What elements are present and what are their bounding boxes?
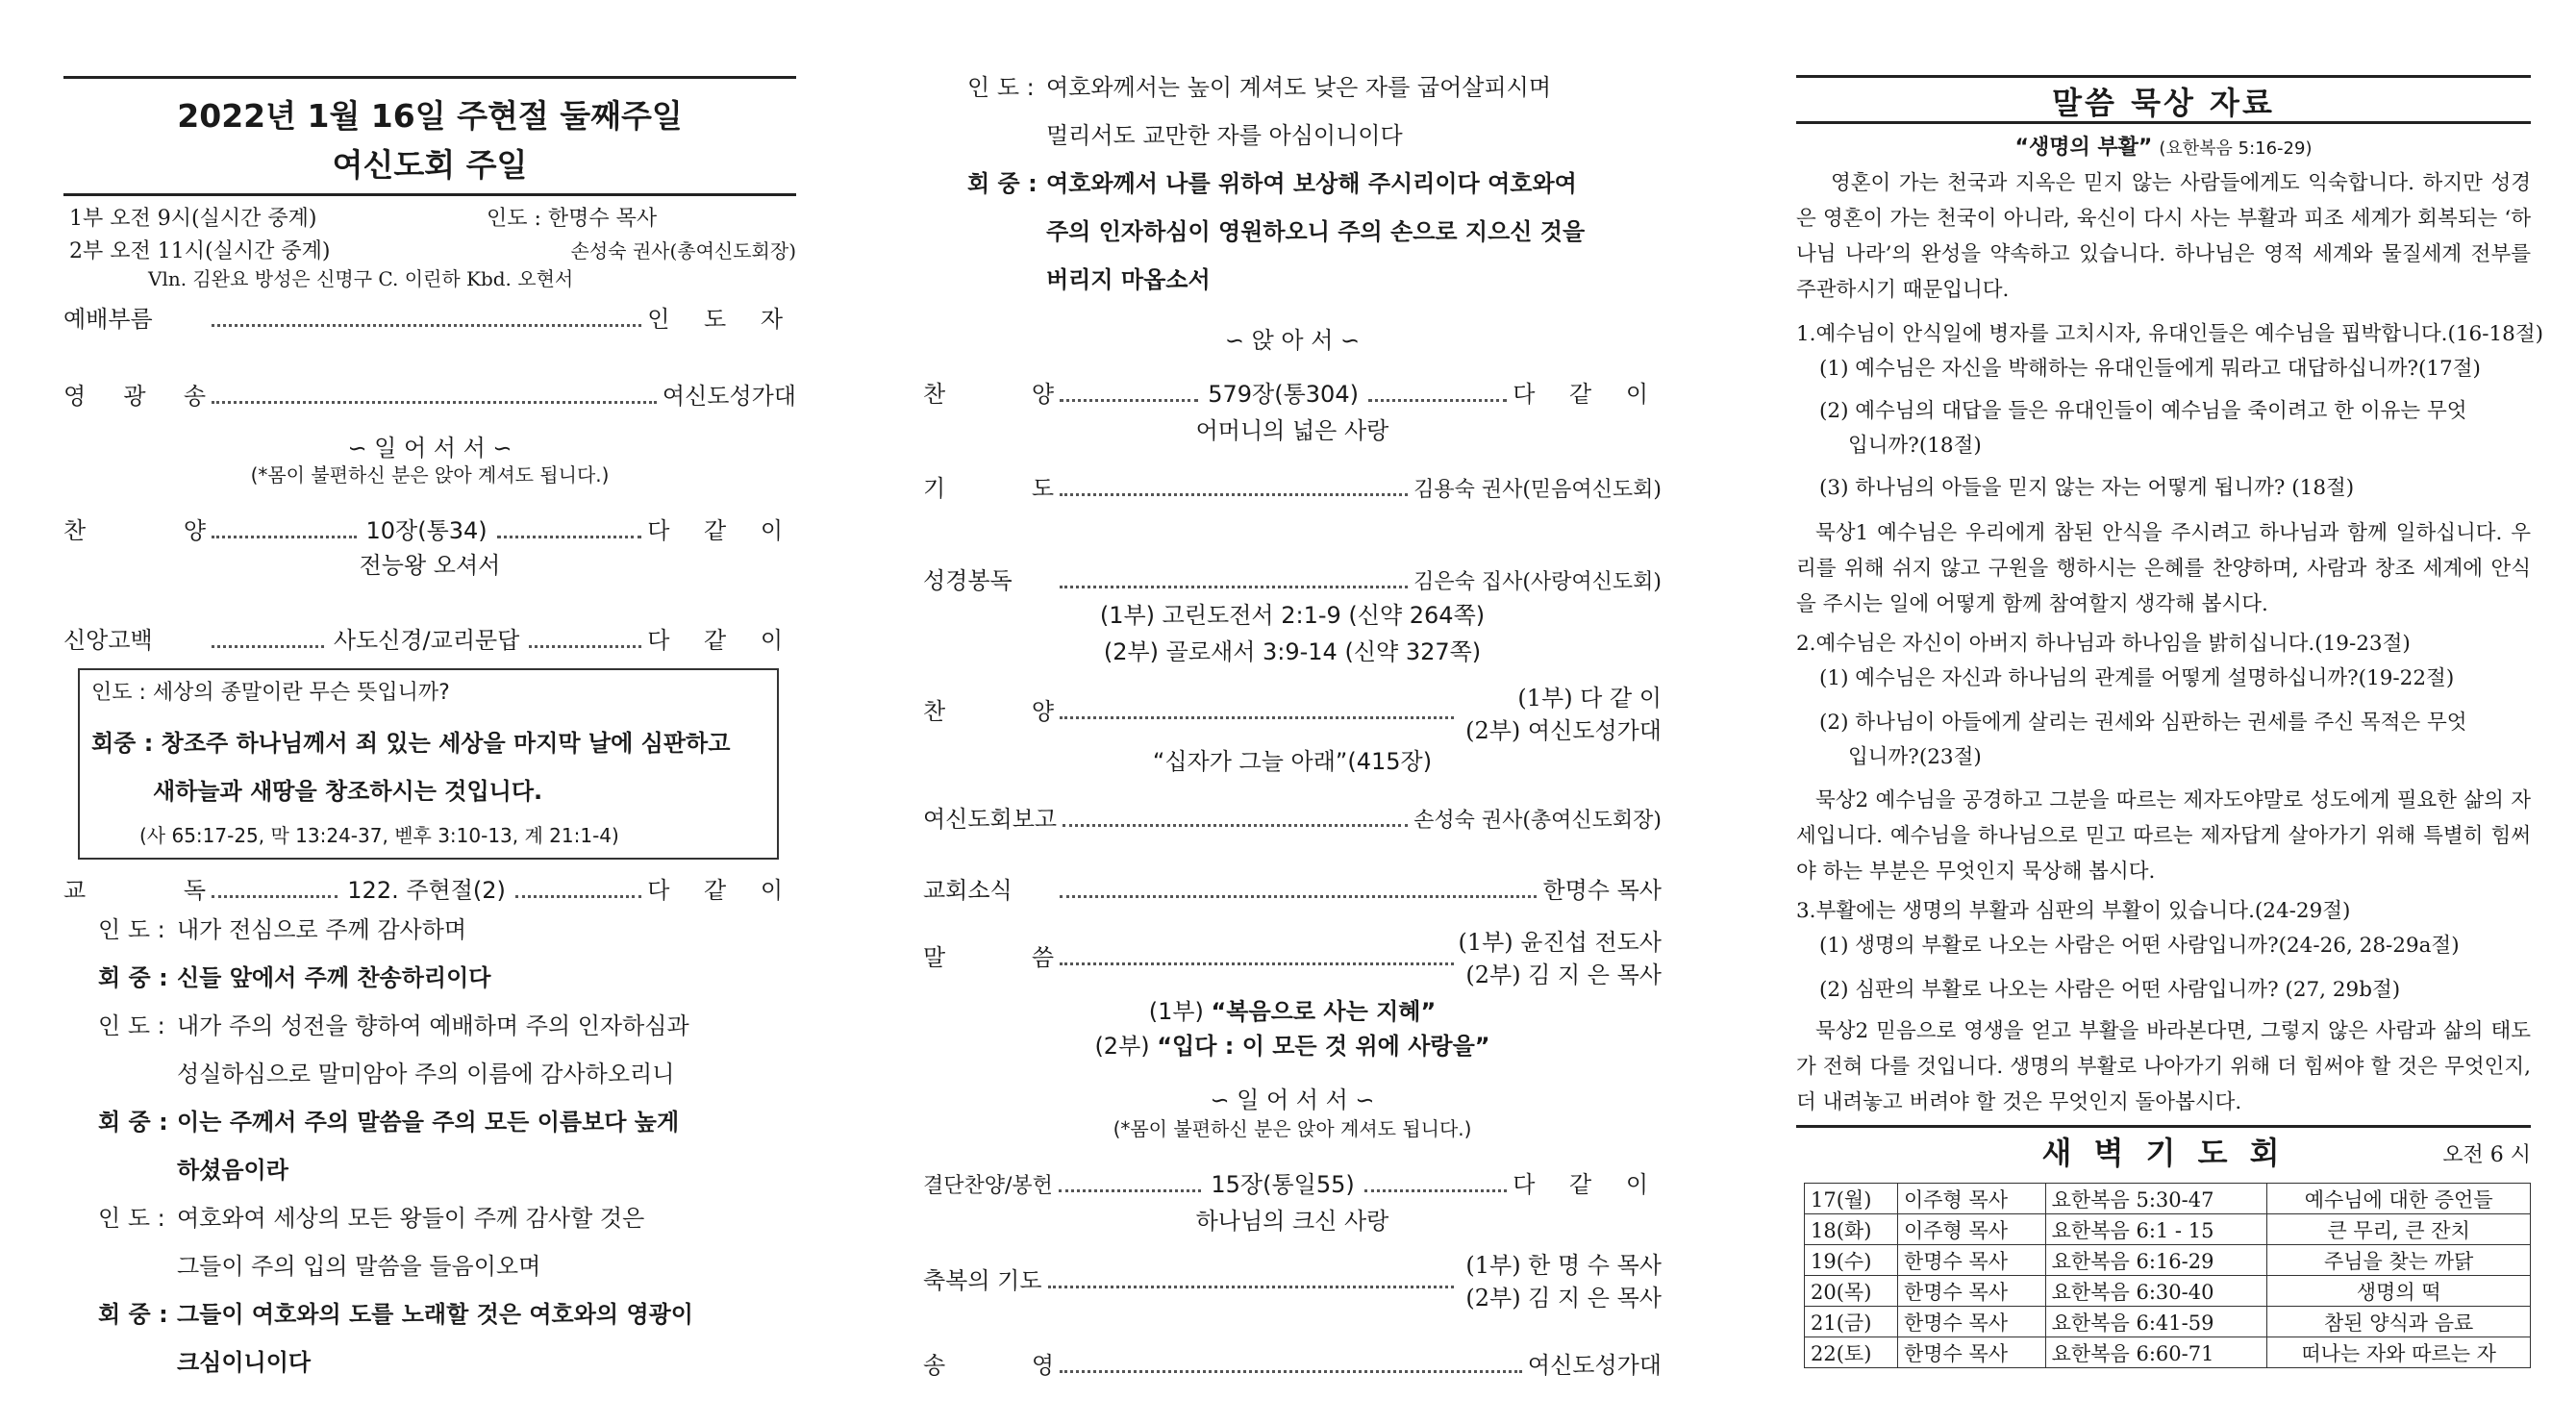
response-text: 하셨음이라 [177, 1157, 288, 1184]
service-2-leader: 손성숙 권사(총여신도회장) [570, 239, 796, 262]
scripture-reference-1: (1부) 고린도전서 2:1-9 (신약 264쪽) [1099, 602, 1486, 629]
dot-leader [1060, 895, 1537, 898]
hymn-1-row [63, 512, 796, 545]
response-text: 여호와께서 나를 위하여 보상해 주시리이다 여호와여 [1046, 170, 1577, 197]
service-2-time: 2부 오전 11시(실시간 중계) [69, 239, 331, 263]
responsive-line [967, 63, 1662, 112]
responsive-line [98, 1098, 796, 1146]
dot-leader [1060, 1370, 1522, 1373]
creed-value: 다 같 이 [647, 627, 796, 654]
passage-cell: 요한복음 6:30-40 [2045, 1276, 2267, 1307]
response-text: 버리지 마옵소서 [1046, 266, 1211, 293]
meditation-heading: 말씀 묵상 자료 [2052, 85, 2275, 121]
preacher-cell: 이주형 목사 [1897, 1184, 2045, 1214]
service-1-time: 1부 오전 9시(실시간 중계) [69, 207, 317, 231]
gloria-value: 여신도성가대 [662, 383, 796, 410]
responsive-line [98, 1242, 796, 1290]
doxology-row [923, 1346, 1662, 1380]
meditation-subtitle-text: “생명의 부활” [2014, 136, 2153, 160]
prayer-label: 기 도 [923, 475, 1054, 502]
order-of-worship-column-2 [923, 0, 1662, 1424]
musicians: Vln. 김완요 방성은 신명구 C. 이린하 Kbd. 오현서 [148, 267, 574, 290]
hymn-1-number: 10장(통34) [365, 517, 488, 544]
responsive-line [967, 256, 1662, 304]
responsive-line [967, 208, 1662, 256]
passage-cell: 요한복음 6:16-29 [2045, 1245, 2267, 1276]
church-news-value: 한명수 목사 [1542, 877, 1662, 904]
topic-cell: 떠나는 자와 따르는 자 [2267, 1337, 2531, 1368]
question-2-2-line-2: 입니까?(23절) [1848, 745, 1982, 769]
speaker-label: 회 중 : [967, 170, 1038, 197]
offering-label: 결단찬양/봉헌 [923, 1174, 1053, 1198]
offering-hymn-title: 하나님의 크신 사랑 [1195, 1208, 1389, 1235]
gloria-label: 영 광 송 [63, 383, 206, 410]
stand-note-2: (*몸이 불편하신 분은 앉아 계셔도 됩니다.) [1113, 1117, 1472, 1140]
question-1-2-line-1: (2) 예수님의 대답을 들은 유대인들이 예수님을 죽이려고 한 이유는 무엇 [1819, 399, 2467, 423]
preacher-cell: 한명수 목사 [1897, 1276, 2045, 1307]
sermon-preacher-1: (1부) 윤진섭 전도사 [1458, 929, 1662, 956]
womens-report-value: 손성숙 권사(총여신도회장) [1413, 809, 1662, 833]
scripture-label: 성경봉독 [923, 567, 1013, 594]
dawn-rule-top [1796, 1125, 2531, 1128]
dawn-prayer-row [1805, 1214, 2531, 1245]
topic-cell: 큰 무리, 큰 잔치 [2267, 1214, 2531, 1245]
hymn-2-title: 어머니의 넓은 사랑 [1195, 417, 1389, 444]
question-1-3: (3) 하나님의 아들을 믿지 않는 자는 어떻게 됩니까? (18절) [1819, 476, 2355, 500]
dot-leader [1364, 1189, 1507, 1192]
gloria-row [63, 377, 796, 411]
dot-leader [1048, 1286, 1454, 1288]
stand-instruction: ∽ 일 어 서 서 ∽ [347, 435, 513, 462]
hymn-1-value: 다 같 이 [647, 517, 796, 544]
topic-cell: 예수님에 대한 증언들 [2267, 1184, 2531, 1214]
hymn-1-label: 찬 양 [63, 517, 206, 544]
preacher-cell: 한명수 목사 [1897, 1307, 2045, 1337]
order-of-worship-column-1 [63, 0, 796, 1424]
point-3: 3.부활에는 생명의 부활과 심판의 부활이 있습니다.(24-29절) [1796, 899, 2351, 923]
hymn-2-row [923, 375, 1662, 409]
responsive-line [98, 906, 796, 954]
responsive-reading-number: 122. 주현절(2) [347, 877, 506, 904]
prayer-value: 김용숙 권사(믿음여신도회) [1413, 478, 1662, 502]
top-rule [63, 76, 796, 79]
response-text: 내가 주의 성전을 향하여 예배하며 주의 인자하심과 [177, 1012, 689, 1039]
speaker-label: 회 중 : [98, 1301, 168, 1328]
catechism-reference: (사 65:17-25, 막 13:24-37, 벧후 3:10-13, 계 21:1-4) [139, 824, 619, 847]
dawn-prayer-row [1805, 1276, 2531, 1307]
question-3-2: (2) 심판의 부활로 나오는 사람은 어떤 사람입니까? (27, 29b절) [1819, 978, 2401, 1002]
dawn-prayer-row [1805, 1307, 2531, 1337]
doxology-value: 여신도성가대 [1527, 1352, 1662, 1379]
service-leader: 인도 : 한명수 목사 [487, 207, 658, 231]
scripture-row [923, 562, 1662, 595]
catechism-box [78, 668, 779, 860]
heading-rule-top [1796, 75, 2531, 78]
dot-leader [1060, 399, 1198, 402]
church-news-row [923, 871, 1662, 905]
sermon-title-2-service: (2부) [1094, 1033, 1158, 1060]
day-cell: 21(금) [1805, 1307, 1898, 1337]
sit-instruction: ∽ 앉 아 서 ∽ [1224, 327, 1361, 354]
dot-leader [1368, 399, 1507, 402]
response-text: 주의 인자하심이 영원하오니 주의 손으로 지으신 것을 [1046, 218, 1586, 245]
call-to-worship-label: 예배부름 [63, 306, 153, 333]
speaker-label: 인 도 : [98, 916, 165, 943]
sermon-title-2-line [923, 1027, 1662, 1061]
meditation-1: 묵상1 예수님은 우리에게 참된 안식을 주시려고 하나님과 함께 일하십니다. 우리를 위해 쉬지 않고 구원을 행하시는 은혜를 찬양하며, 사람과 창조 세계에 안식을 주시는 일에 어떻게 함께 참여할지 생각해 봅시다. [1796, 521, 2531, 616]
question-2-2-line-1: (2) 하나님이 아들에게 살리는 권세와 심판하는 권세를 주신 목적은 무엇 [1819, 711, 2467, 735]
prayer-row [923, 469, 1662, 503]
response-text: 성실하심으로 말미암아 주의 이름에 감사하오리니 [177, 1061, 675, 1087]
response-text: 크심이니이다 [177, 1349, 312, 1376]
dot-leader [515, 895, 641, 898]
dawn-prayer-row [1805, 1337, 2531, 1368]
scripture-reader: 김은숙 집사(사랑여신도회) [1413, 570, 1662, 594]
responsive-reading-label: 교 독 [63, 877, 206, 904]
meditation-2: 묵상2 예수님을 공경하고 그분을 따르는 제자도야말로 성도에게 필요한 삶의 자세입니다. 예수님을 하나님으로 믿고 따르는 제자답게 살아가기 위해 특별히 힘써야 하는 부분은 무엇인지 묵상해 봅시다. [1796, 788, 2531, 884]
meditation-subtitle-reference: (요한복음 5:16-29) [2159, 138, 2313, 159]
passage-cell: 요한복음 6:41-59 [2045, 1307, 2267, 1337]
hymn-3-value-1: (1부) 다 같 이 [1517, 685, 1662, 712]
responsive-line [98, 1050, 796, 1098]
offering-value: 다 같 이 [1513, 1171, 1663, 1198]
dawn-prayer-heading: 새 벽 기 도 회 [2041, 1135, 2286, 1171]
title-rule [63, 193, 796, 196]
hymn-3-row [923, 692, 1460, 726]
hymn-2-number: 579장(통304) [1208, 381, 1359, 408]
dawn-prayer-row [1805, 1245, 2531, 1276]
responsive-line [967, 160, 1662, 208]
meditation-column [1796, 0, 2544, 1424]
day-cell: 22(토) [1805, 1337, 1898, 1368]
speaker-label: 인 도 : [98, 1205, 165, 1232]
topic-cell: 생명의 떡 [2267, 1276, 2531, 1307]
womens-report-label: 여신도회보고 [923, 806, 1058, 833]
responsive-line [98, 954, 796, 1002]
sermon-title-1-line [923, 992, 1662, 1026]
catechism-answer-line-1: 회중 : 창조주 하나님께서 죄 있는 세상을 마지막 날에 심판하고 [91, 730, 731, 757]
stand-note: (*몸이 불편하신 분은 앉아 계셔도 됩니다.) [250, 463, 610, 487]
church-news-label: 교회소식 [923, 877, 1013, 904]
meditation-subtitle [1796, 131, 2531, 161]
heading-rule-bottom [1796, 121, 2531, 124]
dot-leader [529, 645, 641, 648]
dot-leader [1060, 493, 1408, 496]
passage-cell: 요한복음 6:1 - 15 [2045, 1214, 2267, 1245]
responsive-line [98, 1002, 796, 1050]
dot-leader [497, 536, 642, 538]
offering-row [923, 1165, 1662, 1199]
preacher-cell: 이주형 목사 [1897, 1214, 2045, 1245]
responsive-line [967, 112, 1662, 160]
dot-leader [212, 895, 338, 898]
dawn-prayer-row [1805, 1184, 2531, 1214]
call-to-worship-value: 인 도 자 [647, 306, 796, 333]
dot-leader [212, 324, 641, 327]
point-2: 2.예수님은 자신이 아버지 하나님과 하나임을 밝히십니다.(19-23절) [1796, 632, 2411, 656]
responsive-line [98, 1194, 796, 1242]
dot-leader [212, 401, 657, 404]
responsive-reading-row [63, 871, 796, 905]
creed-label: 신앙고백 [63, 627, 153, 654]
hymn-3-title: “십자가 그늘 아래”(415장) [1152, 748, 1433, 775]
womens-report-row [923, 800, 1662, 834]
point-1: 1.예수님이 안식일에 병자를 고치시자, 유대인들은 예수님을 핍박합니다.(16-18절) [1796, 322, 2544, 346]
response-text: 그들이 여호와의 도를 노래할 것은 여호와의 영광이 [177, 1301, 693, 1328]
question-1-2-line-2: 입니까?(18절) [1848, 434, 1982, 458]
hymn-3-label: 찬 양 [923, 698, 1054, 725]
question-2-1: (1) 예수님은 자신과 하나님의 관계를 어떻게 설명하십니까?(19-22절) [1819, 666, 2455, 690]
sermon-label: 말 씀 [923, 944, 1054, 971]
dot-leader [1060, 586, 1408, 588]
catechism-question: 인도 : 세상의 종말이란 무슨 뜻입니까? [91, 681, 450, 705]
passage-cell: 요한복음 5:30-47 [2045, 1184, 2267, 1214]
topic-cell: 참된 양식과 음료 [2267, 1307, 2531, 1337]
day-cell: 20(목) [1805, 1276, 1898, 1307]
response-text: 이는 주께서 주의 말씀을 주의 모든 이름보다 높게 [177, 1109, 680, 1136]
benediction-pastor-1: (1부) 한 명 수 목사 [1465, 1252, 1662, 1279]
response-text: 여호와여 세상의 모든 왕들이 주께 감사할 것은 [177, 1205, 645, 1232]
response-text: 신들 앞에서 주께 찬송하리이다 [177, 964, 491, 991]
dot-leader [1060, 716, 1454, 719]
question-1-1: (1) 예수님은 자신을 박해하는 유대인들에게 뭐라고 대답하십니까?(17절) [1819, 357, 2481, 381]
topic-cell: 주님을 찾는 까닭 [2267, 1245, 2531, 1276]
catechism-answer-line-2: 새하늘과 새땅을 창조하시는 것입니다. [153, 778, 543, 805]
preacher-cell: 한명수 목사 [1897, 1245, 2045, 1276]
hymn-3-value-2: (2부) 여신도성가대 [1465, 717, 1662, 744]
speaker-label: 인 도 : [98, 1012, 165, 1039]
response-text: 그들이 주의 입의 말씀을 들음이오며 [177, 1253, 541, 1280]
hymn-1-title: 전능왕 오셔서 [359, 552, 501, 579]
offering-hymn-number: 15장(통일55) [1211, 1171, 1355, 1198]
dot-leader [1060, 962, 1454, 965]
dawn-prayer-table [1804, 1183, 2531, 1368]
call-to-worship-row [63, 300, 796, 334]
speaker-label: 인 도 : [967, 74, 1035, 101]
doxology-label: 송 영 [923, 1352, 1054, 1379]
responsive-line [98, 1338, 796, 1387]
day-cell: 18(화) [1805, 1214, 1898, 1245]
day-cell: 17(월) [1805, 1184, 1898, 1214]
sermon-title-2: “입다 : 이 모든 것 위에 사랑을” [1157, 1033, 1490, 1060]
sermon-row [923, 938, 1460, 972]
sermon-title-1-service: (1부) [1148, 998, 1212, 1025]
dot-leader [212, 536, 357, 538]
creed-row [63, 621, 796, 655]
day-cell: 19(수) [1805, 1245, 1898, 1276]
benediction-row [923, 1262, 1460, 1295]
sermon-title-1: “복음으로 사는 지혜” [1211, 998, 1437, 1025]
benediction-pastor-2: (2부) 김 지 은 목사 [1465, 1285, 1662, 1312]
intro-paragraph: 영혼이 가는 천국과 지옥은 믿지 않는 사람들에게도 익숙합니다. 하지만 성경은 영혼이 가는 천국이 아니라, 육신이 다시 사는 부활과 피조 세계가 회복되는 ‘하나님 나라’의 완성을 약속하고 있습니다. 하나님은 영적 세계와 물질세계 전부를 주관하시기 때문입니다. [1796, 171, 2531, 302]
passage-cell: 요한복음 6:60-71 [2045, 1337, 2267, 1368]
dot-leader [1059, 1189, 1201, 1192]
benediction-label: 축복의 기도 [923, 1267, 1042, 1294]
scripture-reference-2: (2부) 골로새서 3:9-14 (신약 327쪽) [1103, 638, 1482, 665]
creed-name: 사도신경/교리문답 [333, 627, 520, 654]
preacher-cell: 한명수 목사 [1897, 1337, 2045, 1368]
response-text: 내가 전심으로 주께 감사하며 [177, 916, 467, 943]
responsive-reading-value: 다 같 이 [647, 877, 796, 904]
speaker-label: 회 중 : [98, 1109, 168, 1136]
sermon-preacher-2: (2부) 김 지 은 목사 [1465, 962, 1662, 988]
responsive-line [98, 1146, 796, 1194]
speaker-label: 회 중 : [98, 964, 168, 991]
responsive-line [98, 1290, 796, 1338]
hymn-2-label: 찬 양 [923, 381, 1054, 408]
hymn-2-value: 다 같 이 [1513, 381, 1662, 408]
dot-leader [1063, 824, 1408, 827]
dot-leader [212, 645, 324, 648]
stand-instruction-2: ∽ 일 어 서 서 ∽ [1210, 1087, 1375, 1113]
meditation-3: 묵상2 믿음으로 영생을 얻고 부활을 바라본다면, 그렇지 않은 사람과 삶의 태도가 전혀 다를 것입니다. 생명의 부활로 나아가기 위해 더 힘써야 할 것은 무엇인지, 더 내려놓고 버려야 할 것은 무엇인지 돌아봅시다. [1796, 1019, 2531, 1114]
dawn-prayer-time: 오전 6 시 [2442, 1143, 2531, 1167]
bulletin-title-date: 2022년 1월 16일 주현절 둘째주일 [177, 97, 683, 135]
question-3-1: (1) 생명의 부활로 나오는 사람은 어떤 사람입니까?(24-26, 28-29a절) [1819, 934, 2460, 958]
response-text: 여호와께서는 높이 계셔도 낮은 자를 굽어살피시며 [1046, 74, 1552, 101]
bulletin-title-sunday: 여신도회 주일 [332, 146, 528, 184]
response-text: 멀리서도 교만한 자를 아심이니이다 [1046, 122, 1403, 149]
